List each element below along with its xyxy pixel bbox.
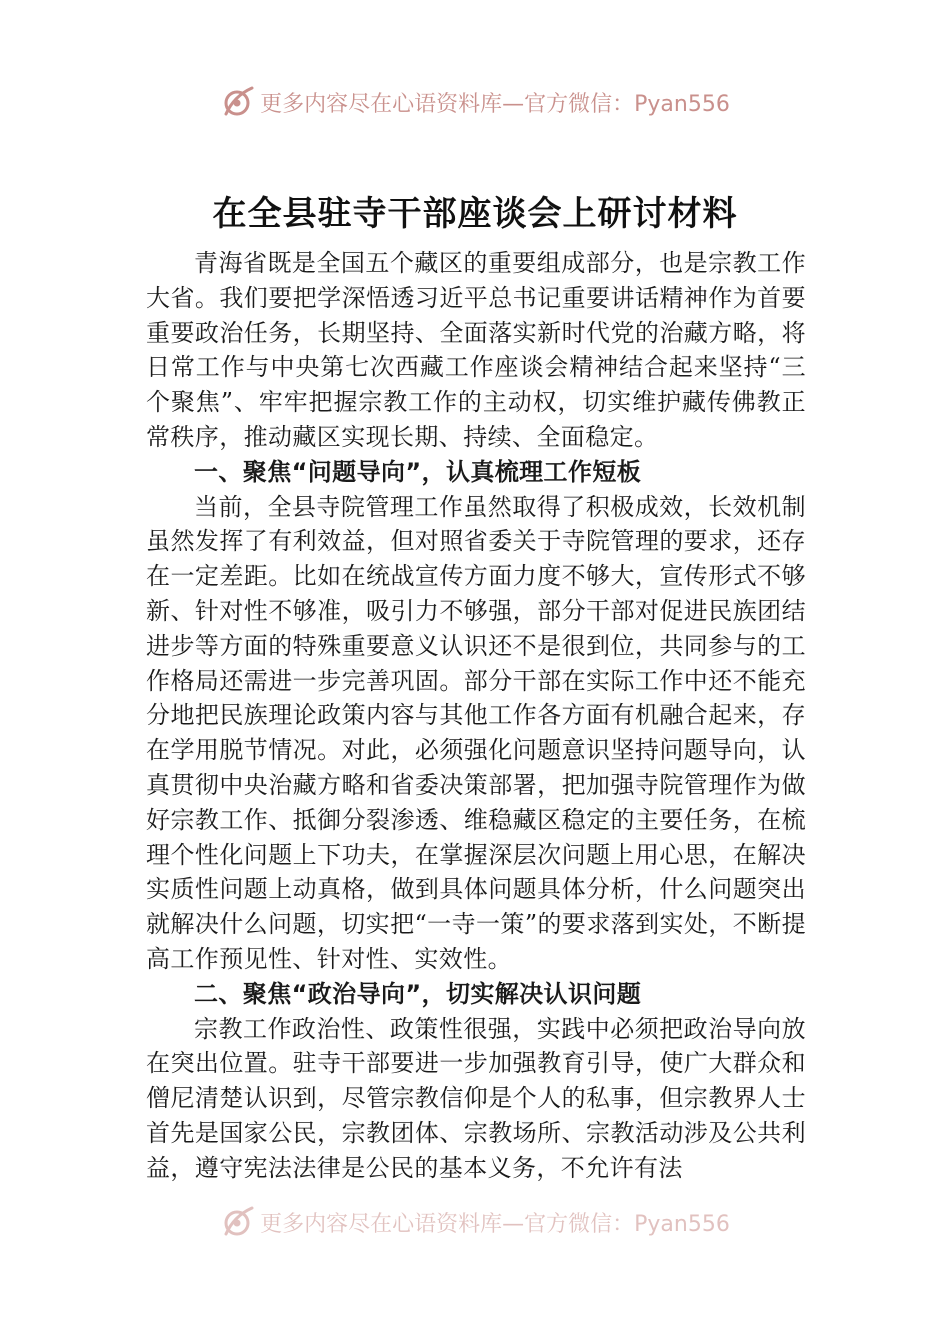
section-1-paragraph: 当前，全县寺院管理工作虽然取得了积极成效，长效机制虽然发挥了有利效益，但对照省委关于寺院管理的要求，还存在一定差距。比如在统战宣传方面力度不够大，宣传形式不够新、针对性不够准，吸引力不够强，部分干部对促进民族团结进步等方面的特殊重要意义认识还不是很到位，共同参与的工作格局还需进一步完善巩固。部分干部在实际工作中还不能充分地把民族理论政策内容与其他工作各方面有机融合起来，存在学用脱节情况。对此，必须强化问题意识坚持问题导向，认真贯彻中央治藏方略和省委决策部署，把加强寺院管理作为做好宗教工作、抵御分裂渗透、维稳藏区稳定的主要任务，在梳理个性化问题上下功夫，在掌握深层次问题上用心思，在解决实质性问题上动真格，做到具体问题具体分析，什么问题突出就解决什么问题，切实把“一寺一策”的要求落到实处，不断提高工作预见性、针对性、实效性。 [146, 492, 806, 973]
section-heading-2: 二、聚焦“政治导向”，切实解决认识问题 [194, 979, 642, 1008]
watermark-footer [0, 1202, 950, 1242]
intro-paragraph: 青海省既是全国五个藏区的重要组成部分，也是宗教工作大省。我们要把学深悟透习近平总书记重要讲话精神作为首要重要政治任务，长期坚持、全面落实新时代党的治藏方略，将日常工作与中央第七次西藏工作座谈会精神结合起来坚持“三个聚焦”、牢牢把握宗教工作的主动权，切实维护藏传佛教正常秩序，推动藏区实现长期、持续、全面稳定。 [146, 249, 806, 451]
watermark-text: 更多内容尽在心语资料库—官方微信：Pyan556 [260, 91, 730, 117]
brush-logo-icon [220, 84, 256, 120]
watermark-text: 更多内容尽在心语资料库—官方微信：Pyan556 [260, 1211, 730, 1237]
document-title: 在全县驻寺干部座谈会上研讨材料 [212, 194, 738, 234]
brush-logo-icon [220, 1204, 256, 1240]
document-body [146, 246, 806, 1186]
section-2-paragraph: 宗教工作政治性、政策性很强，实践中必须把政治导向放在突出位置。驻寺干部要进一步加强教育引导，使广大群众和僧尼清楚认识到，尽管宗教信仰是个人的私事，但宗教界人士首先是国家公民，宗教团体、宗教场所、宗教活动涉及公共利益，遵守宪法法律是公民的基本义务，不允许有法 [146, 1014, 806, 1182]
watermark-header [0, 82, 950, 122]
section-heading-1: 一、聚焦“问题导向”，认真梳理工作短板 [194, 457, 642, 486]
